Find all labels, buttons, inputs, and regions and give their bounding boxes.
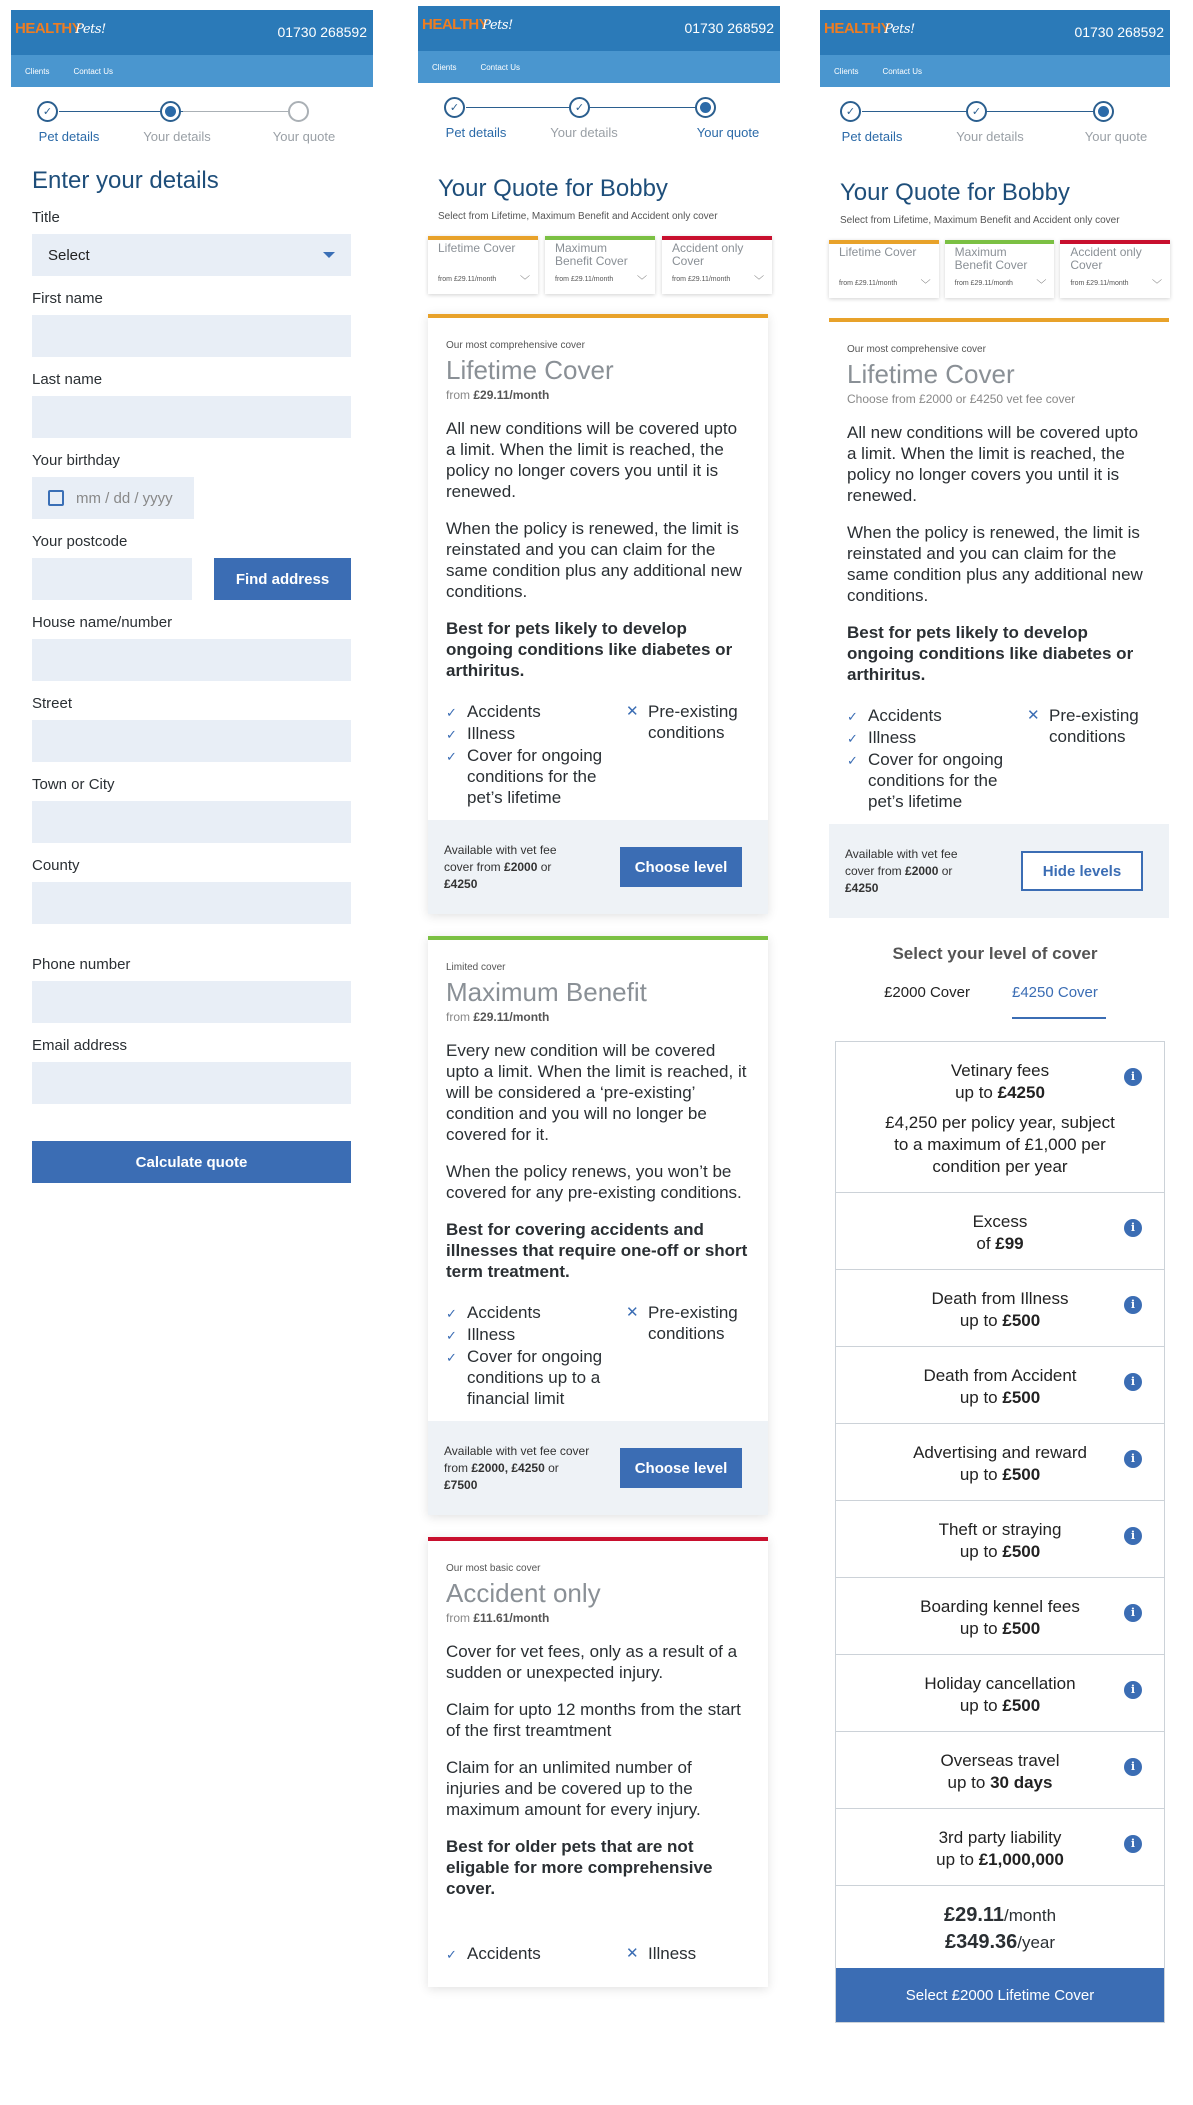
list-item: ✕ Pre-existing conditions — [626, 702, 738, 742]
nav-bar — [418, 51, 780, 83]
maximum-benefit-card — [428, 936, 768, 1515]
info-icon[interactable]: i — [1124, 1527, 1142, 1545]
phone-input[interactable] — [32, 981, 351, 1023]
step-2-check-icon[interactable]: ✓ — [569, 97, 590, 118]
card-best-for: Best for pets likely to develop ongoing conditions like diabetes or arthiritus. — [847, 623, 1134, 684]
list-item: ✕ Pre-existing conditions — [626, 1303, 738, 1343]
nav-bar — [11, 55, 373, 87]
card-footer — [829, 824, 1169, 918]
info-icon[interactable]: i — [1124, 1219, 1142, 1237]
quote-subtitle: Select from Lifetime, Maximum Benefit and Accident only cover — [438, 211, 718, 222]
table-row: Death from Illness up to £500 i — [836, 1270, 1164, 1347]
chevron-down-icon: ﹀ — [1152, 280, 1163, 291]
email-input[interactable] — [32, 1062, 351, 1104]
card-best-for: Best for older pets that are not eligable for more comprehensive cover. — [446, 1837, 713, 1898]
logo[interactable]: HEALTHYPets! — [15, 20, 106, 37]
tab-lifetime[interactable]: Lifetime Cover from £29.11/month ﹀ — [428, 236, 538, 294]
info-icon[interactable]: i — [1124, 1373, 1142, 1391]
info-icon[interactable]: i — [1124, 1681, 1142, 1699]
first-name-input[interactable] — [32, 315, 351, 357]
card-desc-2: When the policy is renewed, the limit is reinstated and you can claim for the same condition plus any additional new conditions. — [446, 519, 742, 601]
list-item: ✓ Accidents — [847, 706, 942, 725]
cross-icon: ✕ — [626, 703, 639, 720]
nav-clients[interactable]: Clients — [432, 62, 457, 72]
phone-number[interactable]: 01730 268592 — [684, 20, 774, 36]
first-name-label: First name — [32, 290, 103, 307]
step-label-your-details: Your details — [143, 129, 211, 144]
postcode-label: Your postcode — [32, 533, 128, 550]
info-icon[interactable]: i — [1124, 1604, 1142, 1622]
step-1-check-icon[interactable]: ✓ — [840, 101, 861, 122]
house-label: House name/number — [32, 614, 173, 631]
quote-title: Your Quote for Bobby — [840, 179, 1070, 206]
level-tabs — [820, 984, 1170, 1019]
quote-subtitle: Select from Lifetime, Maximum Benefit and Accident only cover — [840, 215, 1120, 226]
chevron-down-icon: ﹀ — [754, 276, 764, 287]
list-item: ✕ Pre-existing conditions — [1027, 706, 1139, 746]
step-3-current-icon — [1093, 101, 1114, 122]
table-row: Boarding kennel fees up to £500 i — [836, 1578, 1164, 1655]
card-desc-2: When the policy is renewed, the limit is reinstated and you can claim for the same condition plus any additional new conditions. — [847, 523, 1143, 605]
card-best-for: Best for pets likely to develop ongoing conditions like diabetes or arthiritus. — [446, 619, 733, 680]
birthday-input[interactable]: mm / dd / yyyy — [32, 477, 194, 519]
postcode-input[interactable] — [32, 558, 192, 600]
table-row: 3rd party liability up to £1,000,000 i — [836, 1809, 1164, 1886]
info-icon[interactable]: i — [1124, 1835, 1142, 1853]
house-input[interactable] — [32, 639, 351, 681]
page-title: Enter your details — [32, 167, 219, 194]
nav-bar — [820, 55, 1170, 87]
quote-title: Your Quote for Bobby — [438, 175, 668, 202]
town-input[interactable] — [32, 801, 351, 843]
step-label-your-quote: Your quote — [696, 125, 760, 140]
card-desc-1: All new conditions will be covered upto a limit. When the limit is reached, the policy no longer covers you until it is renewed. — [446, 419, 738, 501]
list-item: ✓ Illness — [847, 728, 917, 747]
header — [418, 6, 780, 51]
chevron-down-icon: ﹀ — [637, 276, 647, 287]
info-icon[interactable]: i — [1124, 1450, 1142, 1468]
chevron-down-icon: ﹀ — [1036, 280, 1047, 291]
list-item: ✓ Cover for ongoing conditions for the pet’s lifetime — [446, 746, 603, 807]
tab-maximum-benefit[interactable]: Maximum Benefit Cover from £29.11/month ﹀ — [545, 236, 655, 294]
choose-level-button[interactable]: Choose level — [620, 1448, 742, 1488]
vet-fee-note: Available with vet fee cover from £2000 or £4250 — [444, 842, 557, 891]
list-item: ✓ Accidents — [446, 702, 541, 721]
logo[interactable]: HEALTHYPets! — [422, 16, 513, 33]
card-footer — [428, 1421, 768, 1515]
cross-icon: ✕ — [626, 1945, 639, 1962]
title-select[interactable]: Select — [32, 234, 351, 276]
step-label-pet-details[interactable]: Pet details — [445, 125, 507, 140]
choose-level-button[interactable]: Choose level — [620, 847, 742, 887]
card-desc-3: Claim for an unlimited number of injuries and be covered up to the maximum amount for every injury. — [446, 1758, 701, 1819]
feature-list — [446, 1943, 750, 1965]
birthday-label: Your birthday — [32, 452, 120, 469]
check-icon: ✓ — [446, 705, 457, 720]
check-icon: ✓ — [446, 727, 457, 742]
county-input[interactable] — [32, 882, 351, 924]
tab-lifetime[interactable]: Lifetime Cover from £29.11/month ﹀ — [829, 240, 939, 298]
step-3-empty-icon — [288, 101, 309, 122]
price-summary: £29.11/month £349.36/year — [943, 1904, 1057, 1953]
lifetime-card — [428, 314, 768, 914]
email-label: Email address — [32, 1037, 128, 1054]
tab-2000-cover[interactable]: £2000 Cover — [884, 984, 970, 1001]
cover-details-table — [835, 1041, 1165, 2023]
card-desc-1: Cover for vet fees, only as a result of a sudden or unexpected injury. — [446, 1642, 738, 1682]
calculate-quote-button[interactable]: Calculate quote — [32, 1141, 351, 1183]
tab-accident-only[interactable]: Accident only Cover from £29.11/month ﹀ — [1060, 240, 1170, 298]
progress-steps — [11, 87, 373, 157]
progress-steps — [820, 87, 1170, 157]
card-title: Lifetime Cover — [847, 359, 1015, 389]
caret-down-icon — [323, 252, 335, 258]
card-tag: Our most comprehensive cover — [446, 340, 585, 351]
card-price: from £11.61/month — [446, 1611, 550, 1625]
list-item: ✓ Illness — [446, 724, 516, 743]
feature-list — [446, 701, 750, 808]
card-title: Accident only — [446, 1578, 601, 1608]
check-icon: ✓ — [847, 731, 858, 746]
info-icon[interactable]: i — [1124, 1068, 1142, 1086]
vet-fee-note: Available with vet fee cover from £2000 or £4250 — [845, 846, 958, 895]
nav-contact[interactable]: Contact Us — [73, 66, 114, 76]
street-input[interactable] — [32, 720, 351, 762]
select-cover-button[interactable]: Select £2000 Lifetime Cover — [836, 1968, 1164, 2022]
step-2-current-icon[interactable] — [160, 101, 181, 122]
step-1-check-icon[interactable]: ✓ — [37, 101, 58, 122]
cover-tabs — [428, 236, 780, 294]
card-footer — [428, 820, 768, 914]
step-label-your-details[interactable]: Your details — [550, 125, 618, 140]
chevron-down-icon: ﹀ — [520, 276, 530, 287]
step-label-your-quote: Your quote — [272, 129, 336, 144]
accident-only-card — [428, 1537, 768, 1987]
step-3-current-icon — [695, 97, 716, 118]
card-price: from £29.11/month — [446, 1010, 550, 1024]
table-row: Death from Accident up to £500 i — [836, 1347, 1164, 1424]
check-icon: ✓ — [446, 749, 457, 764]
levels-panel — [820, 10, 1170, 2023]
progress-steps — [418, 83, 780, 153]
check-icon: ✓ — [446, 1947, 457, 1962]
table-row: Vetinary fees up to £4250 £4,250 per policy year, subject to a maximum of £1,000 per condition per year i — [836, 1042, 1164, 1193]
card-title: Lifetime Cover — [446, 355, 614, 385]
card-tag: Limited cover — [446, 962, 506, 973]
logo[interactable]: HEALTHYPets! — [824, 20, 915, 37]
last-name-input[interactable] — [32, 396, 351, 438]
list-item: ✓ Accidents — [446, 1944, 541, 1963]
chevron-down-icon: ﹀ — [920, 280, 931, 291]
calendar-icon — [48, 490, 64, 506]
card-tag: Our most comprehensive cover — [847, 344, 986, 355]
hide-levels-button[interactable]: Hide levels — [1021, 851, 1143, 891]
check-icon: ✓ — [847, 709, 858, 724]
list-item: ✓ Accidents — [446, 1303, 541, 1322]
tab-maximum-benefit[interactable]: Maximum Benefit Cover from £29.11/month ﹀ — [945, 240, 1055, 298]
cover-tabs — [829, 240, 1170, 298]
table-row: Holiday cancellation up to £500 i — [836, 1655, 1164, 1732]
list-item: ✓ Illness — [446, 1325, 516, 1344]
check-icon: ✓ — [446, 1350, 457, 1365]
quote-panel — [418, 6, 780, 1987]
tab-accident-only[interactable]: Accident only Cover from £29.11/month ﹀ — [662, 236, 772, 294]
table-row: Advertising and reward up to £500 i — [836, 1424, 1164, 1501]
card-tag: Our most basic cover — [446, 1563, 541, 1574]
details-panel — [11, 10, 373, 1183]
feature-list — [847, 705, 1151, 812]
list-item: ✓ Cover for ongoing conditions up to a financial limit — [446, 1347, 603, 1408]
card-desc-2: When the policy renews, you won’t be covered for any pre-existing conditions. — [446, 1162, 742, 1202]
step-label-pet-details[interactable]: Pet details — [841, 129, 903, 144]
nav-clients[interactable]: Clients — [834, 66, 859, 76]
step-1-check-icon[interactable]: ✓ — [444, 97, 465, 118]
nav-contact[interactable]: Contact Us — [480, 62, 521, 72]
card-price-range: Choose from £2000 or £4250 vet fee cover — [847, 392, 1076, 406]
card-title: Maximum Benefit — [446, 977, 647, 1007]
table-row: Theft or straying up to £500 i — [836, 1501, 1164, 1578]
check-icon: ✓ — [446, 1306, 457, 1321]
step-label-your-quote: Your quote — [1084, 129, 1148, 144]
tab-4250-cover[interactable]: £4250 Cover — [1012, 984, 1106, 1019]
card-desc-2: Claim for upto 12 months from the start of the first treamtment — [446, 1700, 741, 1740]
header — [11, 10, 373, 55]
table-row: Excess of £99 i — [836, 1193, 1164, 1270]
lifetime-card — [829, 318, 1169, 918]
info-icon[interactable]: i — [1124, 1758, 1142, 1776]
levels-title: Select your level of cover — [892, 944, 1098, 963]
check-icon: ✓ — [847, 753, 858, 768]
cross-icon: ✕ — [626, 1304, 639, 1321]
vet-fee-note: Available with vet fee cover from £2000, £4250 or £7500 — [444, 1443, 590, 1492]
title-label: Title — [32, 209, 60, 226]
town-label: Town or City — [32, 776, 115, 793]
find-address-button[interactable]: Find address — [214, 558, 351, 600]
street-label: Street — [32, 695, 73, 712]
step-2-check-icon[interactable]: ✓ — [966, 101, 987, 122]
table-row: Overseas travel up to 30 days i — [836, 1732, 1164, 1809]
list-item: ✕ Illness — [626, 1944, 697, 1963]
info-icon[interactable]: i — [1124, 1296, 1142, 1314]
nav-clients[interactable]: Clients — [25, 66, 50, 76]
cross-icon: ✕ — [1027, 707, 1040, 724]
list-item: ✓ Cover for ongoing conditions for the pet’s lifetime — [847, 750, 1004, 811]
step-label-pet-details[interactable]: Pet details — [38, 129, 100, 144]
step-label-your-details[interactable]: Your details — [956, 129, 1024, 144]
header — [820, 10, 1170, 55]
card-price: from £29.11/month — [446, 388, 550, 402]
check-icon: ✓ — [446, 1328, 457, 1343]
phone-label: Phone number — [32, 956, 131, 973]
phone-number[interactable]: 01730 268592 — [277, 24, 367, 40]
feature-list — [446, 1302, 750, 1409]
card-desc-1: Every new condition will be covered upto a limit. When the limit is reached, it will be considered a ‘pre-existing’ condition and you will no longer be covered for it. — [446, 1041, 747, 1144]
last-name-label: Last name — [32, 371, 103, 388]
card-desc-1: All new conditions will be covered upto a limit. When the limit is reached, the policy no longer covers you until it is renewed. — [847, 423, 1139, 505]
county-label: County — [32, 857, 80, 874]
nav-contact[interactable]: Contact Us — [882, 66, 923, 76]
phone-number[interactable]: 01730 268592 — [1074, 24, 1164, 40]
card-best-for: Best for covering accidents and illnesses that require one-off or short term treatment. — [446, 1220, 748, 1281]
